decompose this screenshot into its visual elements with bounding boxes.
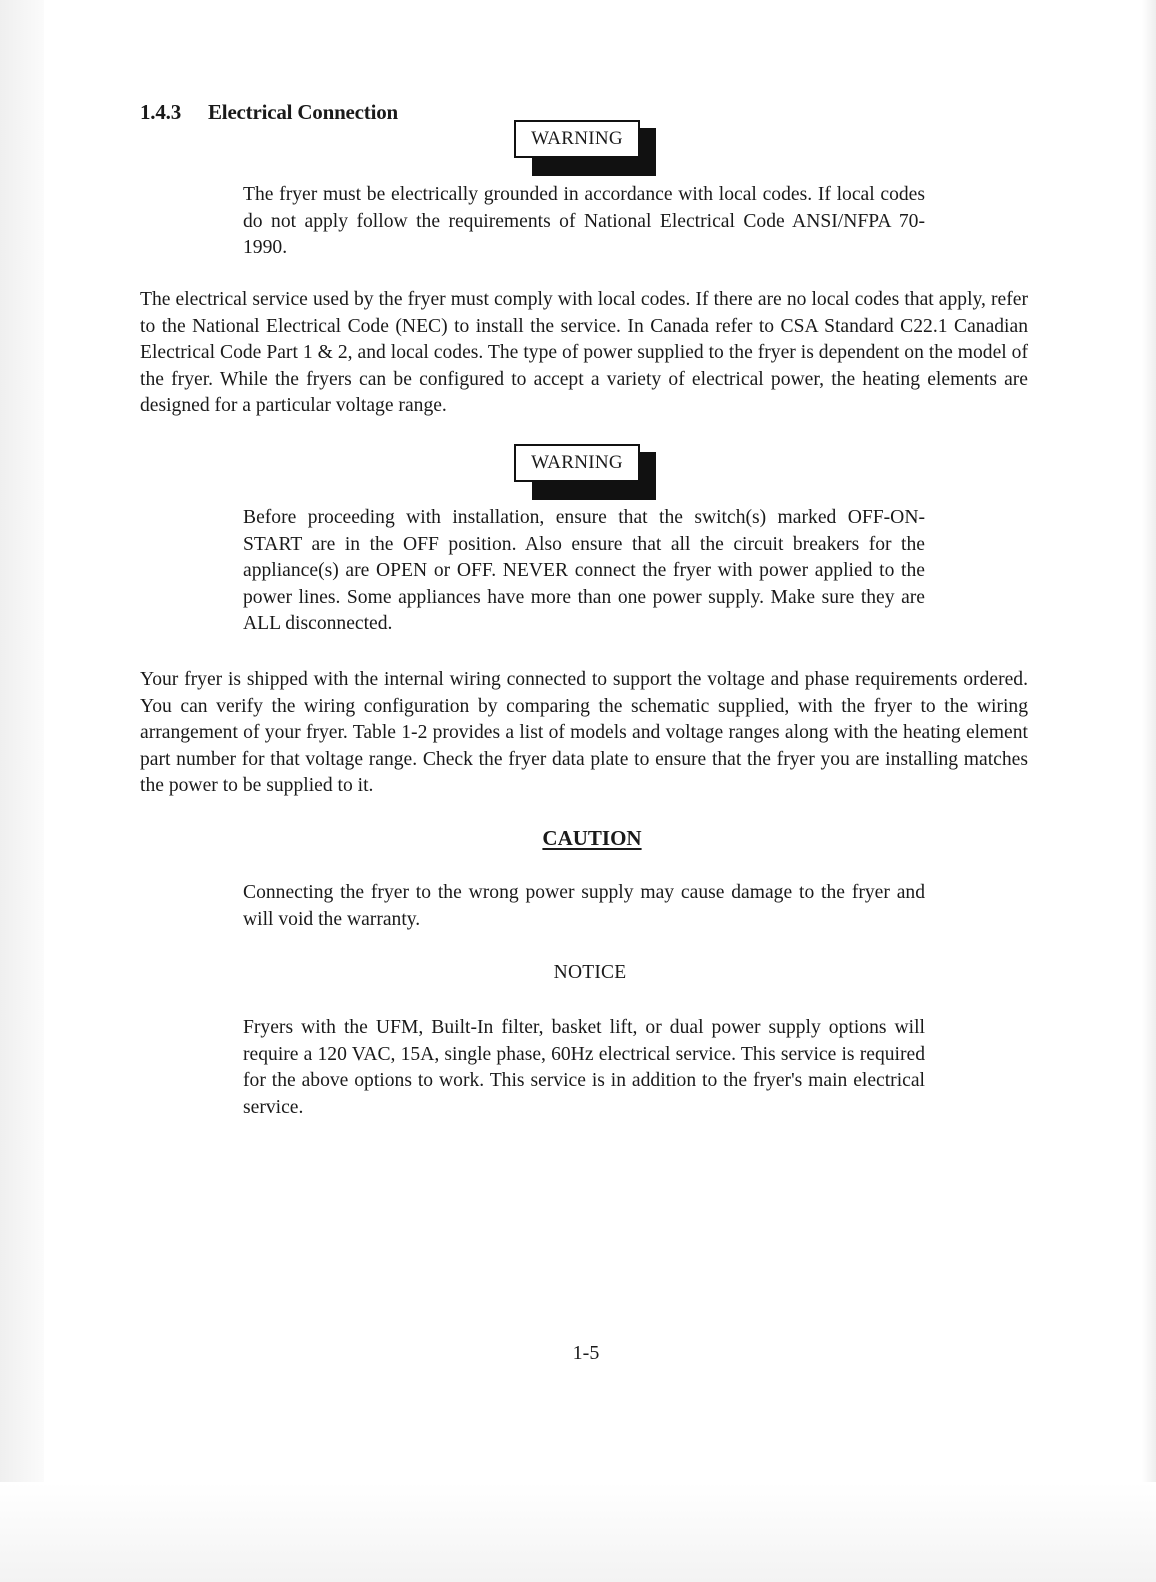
warning-1-text: The fryer must be electrically grounded in accordance with local codes. If local codes do not apply follow the requirements of National Electrical Code ANSI/NFPA 70-1990. (243, 184, 925, 259)
warning-label-1 (514, 120, 656, 176)
warning-2-text: Before proceeding with installation, ensure that the switch(s) marked OFF-ON-START are in the OFF position. Also ensure that all the circuit breakers for the appliance(s) are OPEN or OFF. NEVER connect the fryer with power applied to the power lines. Some appliances have more than one power supply. Make sure they are ALL disconnected. (243, 507, 925, 635)
scan-edge-bottom (0, 1482, 1156, 1582)
wiring-paragraph: Your fryer is shipped with the internal wiring connected to support the voltage and phase requirements ordered. You can verify the wiring configuration by comparing the schematic supplied, with the fryer to the wiring arrangement of your fryer. Table 1-2 provides a list of models and voltage ranges along with the heating element part number for that voltage range. Check the fryer data plate to ensure that the fryer you are installing matches the power to be supplied to it. (140, 669, 1028, 797)
notice-heading: NOTICE (553, 962, 627, 983)
page-number: 1-5 (572, 1342, 600, 1364)
warning-label-text: WARNING (514, 444, 640, 482)
warning-label-text: WARNING (514, 120, 640, 158)
warning-label-2 (514, 444, 656, 500)
section-title: Electrical Connection (208, 100, 399, 124)
section-number: 1.4.3 (140, 100, 182, 124)
caution-heading: CAUTION (542, 826, 642, 850)
section-heading (140, 100, 398, 125)
service-requirements-paragraph: The electrical service used by the fryer must comply with local codes. If there are no local codes that apply, refer to the National Electrical Code (NEC) to install the service. In Canada refer to CSA Standard C22.1 Canadian Electrical Code Part 1 & 2, and local codes. The type of power supplied to the fryer is dependent on the model of the fryer. While the fryers can be configured to accept a variety of electrical power, the heating elements are designed for a particular voltage range. (140, 289, 1028, 417)
caution-text: Connecting the fryer to the wrong power supply may cause damage to the fryer and will void the warranty. (243, 882, 925, 930)
notice-text: Fryers with the UFM, Built-In filter, basket lift, or dual power supply options will require a 120 VAC, 15A, single phase, 60Hz electrical service. This service is required for the above options to work. This service is in addition to the fryer's main electrical service. (243, 1017, 925, 1118)
